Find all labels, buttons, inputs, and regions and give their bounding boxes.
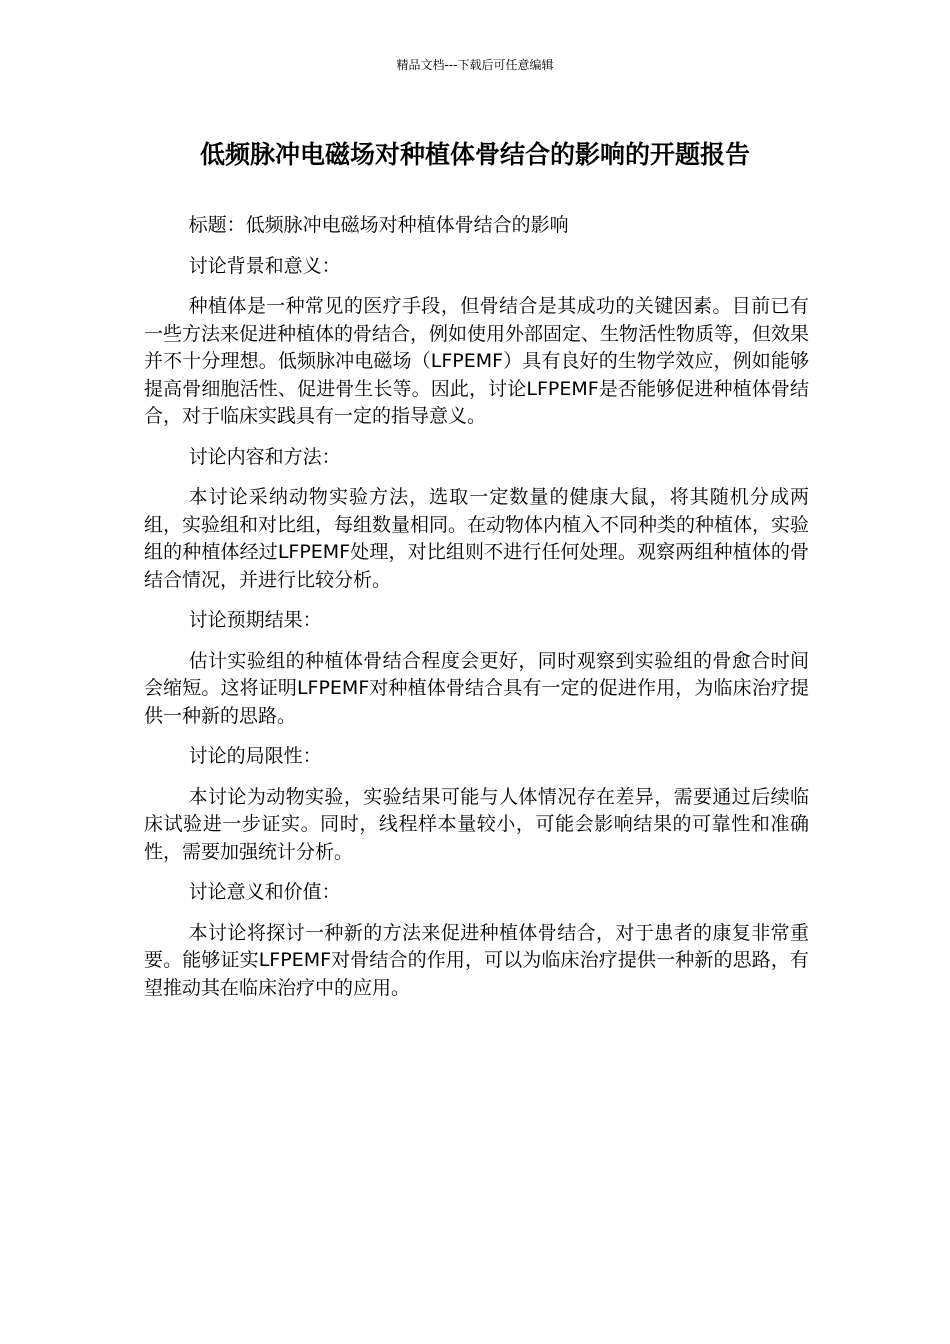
- section-body-significance: 本讨论将探讨一种新的方法来促进种植体骨结合，对于患者的康复非常重要。能够证实LFPEMF对骨结合的作用，可以为临床治疗提供一种新的思路，有望推动其在临床治疗中的应用。: [144, 921, 809, 999]
- document-body: [144, 212, 809, 1015]
- section-body-background: 种植体是一种常见的医疗手段，但骨结合是其成功的关键因素。目前已有一些方法来促进种植体的骨结合，例如使用外部固定、生物活性物质等，但效果并不十分理想。低频脉冲电磁场（LFPEMF）具有良好的生物学效应，例如能够提高骨细胞活性、促进骨生长等。因此，讨论LFPEMF是否能够促进种植体骨结合，对于临床实践具有一定的指导意义。: [144, 295, 810, 427]
- subject-line: 标题：低频脉冲电磁场对种植体骨结合的影响: [188, 214, 569, 236]
- section-heading-methods: 讨论内容和方法：: [188, 445, 341, 468]
- page-header: 精品文档---下载后可任意编辑: [396, 58, 554, 72]
- document-title: 低频脉冲电磁场对种植体骨结合的影响的开题报告: [199, 140, 750, 169]
- section-body-limitations: 本讨论为动物实验，实验结果可能与人体情况存在差异，需要通过后续临床试验进一步证实。同时，线程样本量较小，可能会影响结果的可靠性和准确性，需要加强统计分析。: [144, 785, 809, 863]
- section-body-expected-results: 估计实验组的种植体骨结合程度会更好，同时观察到实验组的骨愈合时间会缩短。这将证明LFPEMF对种植体骨结合具有一定的促进作用，为临床治疗提供一种新的思路。: [144, 649, 809, 727]
- section-heading-background: 讨论背景和意义：: [188, 254, 341, 277]
- section-heading-significance: 讨论意义和价值：: [188, 881, 341, 903]
- section-body-methods: 本讨论采纳动物实验方法，选取一定数量的健康大鼠，将其随机分成两组，实验组和对比组，每组数量相同。在动物体内植入不同种类的种植体，实验组的种植体经过LFPEMF处理，对比组则不进行任何处理。观察两组种植体的骨结合情况，并进行比较分析。: [144, 486, 810, 591]
- section-heading-limitations: 讨论的局限性：: [188, 745, 322, 767]
- section-heading-expected-results: 讨论预期结果：: [188, 609, 322, 631]
